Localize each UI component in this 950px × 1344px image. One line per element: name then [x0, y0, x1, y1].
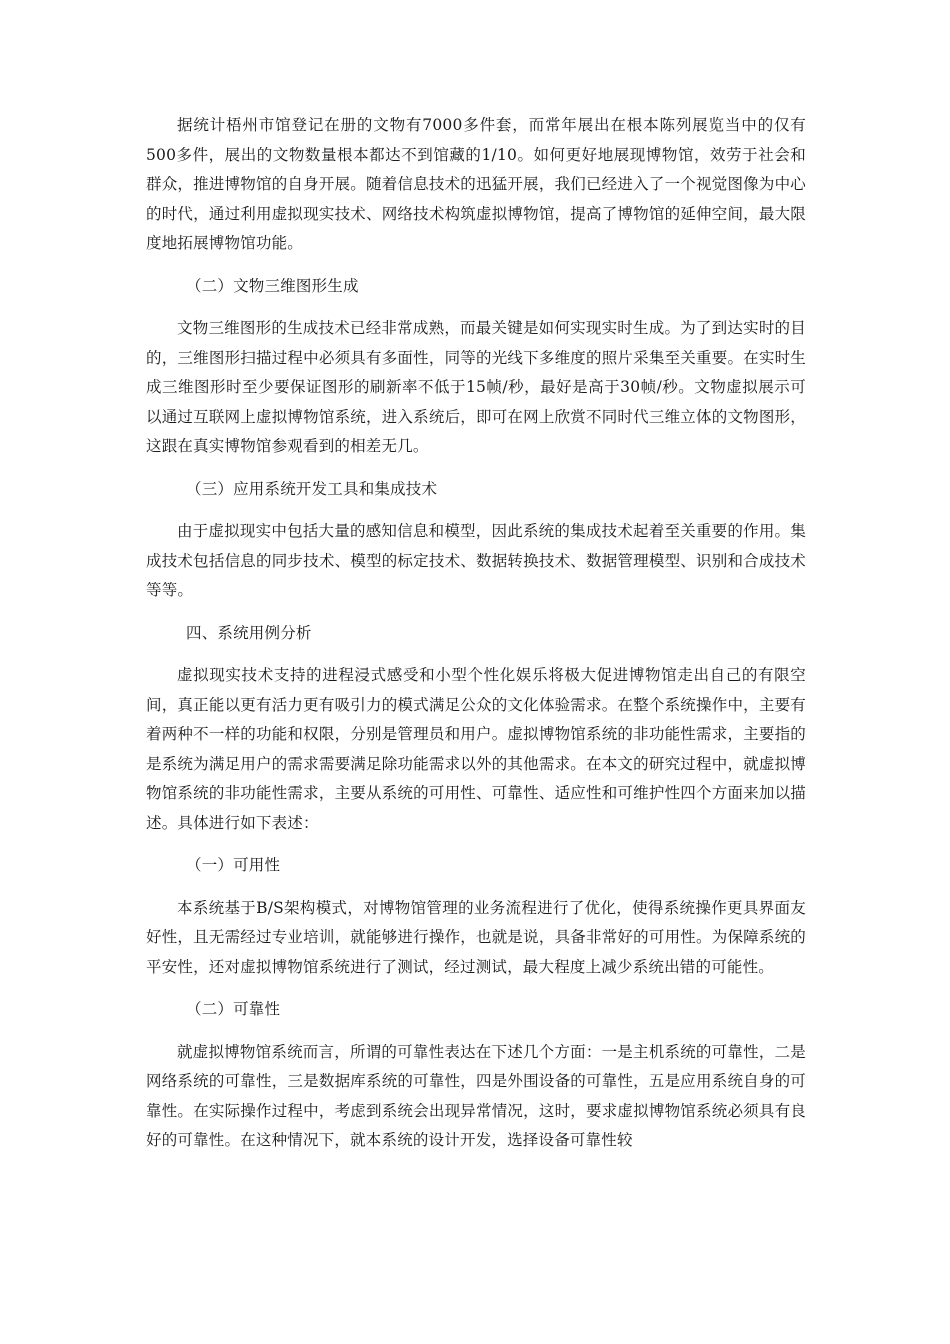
section-heading-reliability: （二）可靠性 — [186, 1000, 281, 1018]
paragraph-collection-statistics: 据统计梧州市馆登记在册的文物有7000多件套，而常年展出在根本陈列展览当中的仅有500多件，展出的文物数量根本都达不到馆藏的1/10。如何更好地展现博物馆，效劳于社会和群众，推进博物馆的自身开展。随着信息技术的迅猛开展，我们已经进入了一个视觉图像为中心的时代，通过利用虚拟现实技术、网络技术构筑虚拟博物馆，提高了博物馆的延伸空间，最大限度地拓展博物馆功能。 — [146, 116, 806, 252]
paragraph-integration: 由于虚拟现实中包括大量的感知信息和模型，因此系统的集成技术起着至关重要的作用。集成技术包括信息的同步技术、模型的标定技术、数据转换技术、数据管理模型、识别和合成技术等等。 — [146, 522, 806, 599]
paragraph-reliability: 就虚拟博物馆系统而言，所谓的可靠性表达在下述几个方面：一是主机系统的可靠性，二是网络系统的可靠性，三是数据库系统的可靠性，四是外围设备的可靠性，五是应用系统自身的可靠性。在实际操作过程中，考虑到系统会出现异常情况，这时，要求虚拟博物馆系统必须具有良好的可靠性。在这种情况下，就本系统的设计开发，选择设备可靠性较 — [146, 1042, 806, 1149]
paragraph-3d-generation: 文物三维图形的生成技术已经非常成熟，而最关键是如何实现实时生成。为了到达实时的目的，三维图形扫描过程中必须具有多面性，同等的光线下多维度的照片采集至关重要。在实时生成三维图形时至少要保证图形的刷新率不低于15帧/秒，最好是高于30帧/秒。文物虚拟展示可以通过互联网上虚拟博物馆系统，进入系统后，即可在网上欣赏不同时代三维立体的文物图形，这跟在真实博物馆参观看到的相差无几。 — [146, 319, 806, 455]
paragraph-use-case: 虚拟现实技术支持的进程浸式感受和小型个性化娱乐将极大促进博物馆走出自己的有限空间，真正能以更有活力更有吸引力的模式满足公众的文化体验需求。在整个系统操作中，主要有着两种不一样的功能和权限，分别是管理员和用户。虚拟博物馆系统的非功能性需求，主要指的是系统为满足用户的需求需要满足除功能需求以外的其他需求。在本文的研究过程中，就虚拟博物馆系统的非功能性需求，主要从系统的可用性、可靠性、适应性和可维护性四个方面来加以描述。具体进行如下表述： — [146, 666, 806, 832]
section-heading-usability: （一）可用性 — [186, 856, 281, 874]
section-heading-3d-generation: （二）文物三维图形生成 — [186, 276, 359, 295]
section-heading-use-case: 四、系统用例分析 — [186, 623, 312, 642]
section-heading-dev-tools: （三）应用系统开发工具和集成技术 — [186, 479, 438, 498]
document-body — [146, 111, 806, 1169]
paragraph-usability: 本系统基于B/S架构模式，对博物馆管理的业务流程进行了优化，使得系统操作更具界面友好性，且无需经过专业培训，就能够进行操作，也就是说，具备非常好的可用性。为保障系统的平安性，还对虚拟博物馆系统进行了测试，经过测试，最大程度上减少系统出错的可能性。 — [146, 898, 806, 976]
